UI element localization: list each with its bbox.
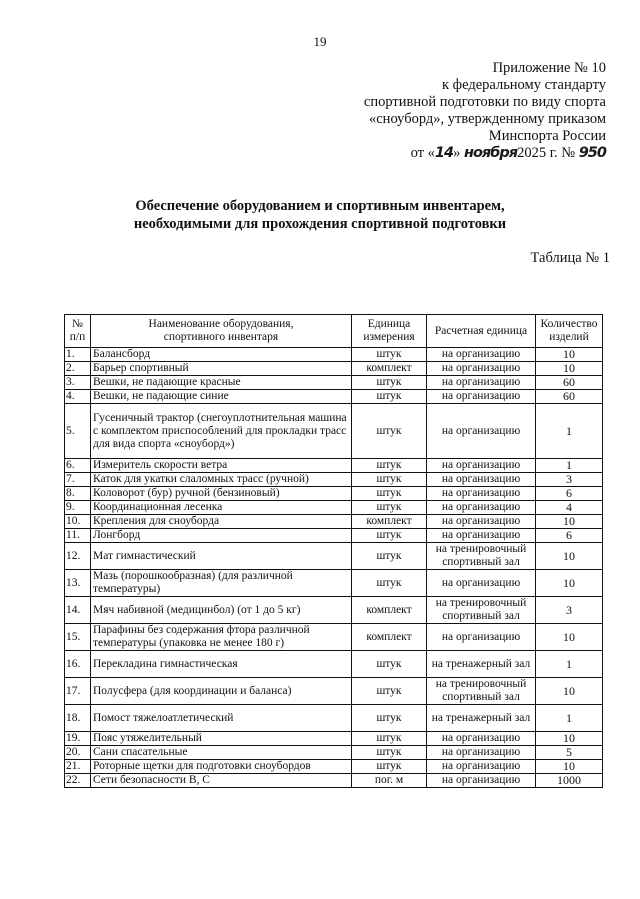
page-number: 19	[313, 34, 327, 49]
header-calc: Расчетная единица	[427, 315, 536, 348]
table-row	[65, 404, 603, 459]
cell-name: Перекладина гимнастическая	[91, 651, 352, 678]
cell-name: Измеритель скорости ветра	[91, 459, 352, 473]
cell-qty: 6	[536, 487, 603, 501]
appendix-line-1: Приложение № 10	[492, 60, 606, 76]
order-date-line	[306, 145, 606, 162]
cell-name: Крепления для сноуборда	[91, 515, 352, 529]
handwritten-day: 14	[434, 145, 454, 161]
cell-num: 11.	[65, 529, 91, 543]
cell-unit: штук	[352, 529, 427, 543]
cell-name: Барьер спортивный	[91, 362, 352, 376]
title-line-2: необходимыми для прохождения спортивной подготовки	[133, 216, 507, 232]
cell-name: Роторные щетки для подготовки сноубордов	[91, 760, 352, 774]
table-row	[65, 746, 603, 760]
cell-calc: на организацию	[427, 624, 536, 651]
cell-calc: на тренировочный спортивный зал	[427, 678, 536, 705]
cell-qty: 3	[536, 597, 603, 624]
table-row	[65, 732, 603, 746]
cell-unit: штук	[352, 459, 427, 473]
table-row	[65, 760, 603, 774]
table-row	[65, 473, 603, 487]
cell-name: Мяч набивной (медицинбол) (от 1 до 5 кг)	[91, 597, 352, 624]
cell-calc: на организацию	[427, 774, 536, 788]
date-prefix: от «	[410, 145, 435, 161]
header-name: Наименование оборудования, спортивного инвентаря	[91, 315, 352, 348]
handwritten-order-number: 950	[578, 145, 606, 161]
cell-num: 12.	[65, 543, 91, 570]
table-row	[65, 348, 603, 362]
cell-qty: 60	[536, 390, 603, 404]
header-unit: Единица измерения	[352, 315, 427, 348]
header-qty: Количество изделий	[536, 315, 603, 348]
date-mid: »	[453, 145, 461, 161]
table-row	[65, 624, 603, 651]
cell-unit: комплект	[352, 515, 427, 529]
cell-calc: на организацию	[427, 746, 536, 760]
table-row	[65, 501, 603, 515]
cell-qty: 10	[536, 348, 603, 362]
document-title	[0, 197, 640, 233]
table-label: Таблица № 1	[530, 250, 610, 266]
cell-qty: 10	[536, 760, 603, 774]
cell-num: 14.	[65, 597, 91, 624]
cell-unit: штук	[352, 570, 427, 597]
cell-calc: на организацию	[427, 473, 536, 487]
cell-num: 17.	[65, 678, 91, 705]
appendix-line-4: «сноуборд», утвержденному приказом	[369, 111, 606, 127]
cell-calc: на организацию	[427, 459, 536, 473]
cell-num: 1.	[65, 348, 91, 362]
cell-num: 5.	[65, 404, 91, 459]
table-row	[65, 376, 603, 390]
appendix-line-2: к федеральному стандарту	[442, 77, 606, 93]
cell-calc: на организацию	[427, 404, 536, 459]
cell-unit: штук	[352, 705, 427, 732]
cell-num: 2.	[65, 362, 91, 376]
cell-unit: штук	[352, 543, 427, 570]
cell-name: Мат гимнастический	[91, 543, 352, 570]
table-row	[65, 515, 603, 529]
cell-qty: 1	[536, 404, 603, 459]
cell-calc: на организацию	[427, 501, 536, 515]
cell-calc: на организацию	[427, 570, 536, 597]
cell-name: Вешки, не падающие синие	[91, 390, 352, 404]
table-row	[65, 705, 603, 732]
cell-qty: 3	[536, 473, 603, 487]
cell-num: 7.	[65, 473, 91, 487]
cell-qty: 10	[536, 362, 603, 376]
cell-calc: на организацию	[427, 487, 536, 501]
cell-unit: штук	[352, 473, 427, 487]
cell-num: 4.	[65, 390, 91, 404]
header-num: № п/п	[65, 315, 91, 348]
cell-qty: 60	[536, 376, 603, 390]
cell-calc: на тренировочный спортивный зал	[427, 597, 536, 624]
cell-unit: штук	[352, 678, 427, 705]
cell-num: 22.	[65, 774, 91, 788]
cell-name: Каток для укатки слаломных трасс (ручной)	[91, 473, 352, 487]
cell-calc: на тренажерный зал	[427, 651, 536, 678]
cell-calc: на тренировочный спортивный зал	[427, 543, 536, 570]
cell-calc: на организацию	[427, 362, 536, 376]
cell-qty: 10	[536, 515, 603, 529]
table-row	[65, 570, 603, 597]
cell-unit: штук	[352, 348, 427, 362]
cell-unit: штук	[352, 501, 427, 515]
cell-name: Сани спасательные	[91, 746, 352, 760]
cell-qty: 4	[536, 501, 603, 515]
cell-calc: на организацию	[427, 529, 536, 543]
cell-qty: 10	[536, 732, 603, 746]
cell-unit: штук	[352, 746, 427, 760]
cell-num: 18.	[65, 705, 91, 732]
cell-qty: 10	[536, 543, 603, 570]
cell-qty: 10	[536, 570, 603, 597]
cell-calc: на тренажерный зал	[427, 705, 536, 732]
cell-name: Балансборд	[91, 348, 352, 362]
table-row	[65, 390, 603, 404]
title-line-1: Обеспечение оборудованием и спортивным инвентарем,	[135, 198, 505, 214]
table-row	[65, 529, 603, 543]
cell-qty: 1000	[536, 774, 603, 788]
cell-num: 9.	[65, 501, 91, 515]
cell-unit: штук	[352, 487, 427, 501]
cell-num: 10.	[65, 515, 91, 529]
cell-calc: на организацию	[427, 376, 536, 390]
cell-name: Сети безопасности В, С	[91, 774, 352, 788]
cell-qty: 1	[536, 651, 603, 678]
cell-qty: 10	[536, 678, 603, 705]
cell-num: 8.	[65, 487, 91, 501]
cell-num: 16.	[65, 651, 91, 678]
cell-calc: на организацию	[427, 390, 536, 404]
table-row	[65, 543, 603, 570]
handwritten-month: ноября	[463, 145, 518, 161]
table-row	[65, 678, 603, 705]
cell-name: Полусфера (для координации и баланса)	[91, 678, 352, 705]
cell-unit: штук	[352, 404, 427, 459]
cell-calc: на организацию	[427, 348, 536, 362]
cell-name: Коловорот (бур) ручной (бензиновый)	[91, 487, 352, 501]
appendix-block	[306, 60, 606, 162]
cell-num: 20.	[65, 746, 91, 760]
cell-name: Пояс утяжелительный	[91, 732, 352, 746]
cell-calc: на организацию	[427, 732, 536, 746]
cell-unit: комплект	[352, 362, 427, 376]
table-row	[65, 459, 603, 473]
cell-num: 3.	[65, 376, 91, 390]
cell-unit: штук	[352, 376, 427, 390]
cell-calc: на организацию	[427, 515, 536, 529]
cell-name: Координационная лесенка	[91, 501, 352, 515]
table-header-row	[65, 315, 603, 348]
cell-num: 15.	[65, 624, 91, 651]
table-row	[65, 597, 603, 624]
cell-unit: штук	[352, 760, 427, 774]
table-row	[65, 362, 603, 376]
cell-unit: штук	[352, 732, 427, 746]
cell-qty: 6	[536, 529, 603, 543]
equipment-table	[64, 314, 603, 788]
appendix-line-3: спортивной подготовки по виду спорта	[363, 94, 606, 110]
cell-name: Лонгборд	[91, 529, 352, 543]
table-row	[65, 774, 603, 788]
cell-num: 6.	[65, 459, 91, 473]
cell-name: Парафины без содержания фтора различной температуры (упаковка не менее 180 г)	[91, 624, 352, 651]
cell-qty: 10	[536, 624, 603, 651]
cell-num: 13.	[65, 570, 91, 597]
cell-num: 19.	[65, 732, 91, 746]
cell-name: Мазь (порошкообразная) (для различной температуры)	[91, 570, 352, 597]
cell-unit: комплект	[352, 624, 427, 651]
cell-unit: пог. м	[352, 774, 427, 788]
year-suffix: 2025 г. №	[517, 145, 576, 161]
cell-qty: 1	[536, 705, 603, 732]
cell-unit: комплект	[352, 597, 427, 624]
cell-name: Помост тяжелоатлетический	[91, 705, 352, 732]
cell-qty: 1	[536, 459, 603, 473]
cell-name: Гусеничный трактор (снегоуплотнительная машина с комплектом приспособлений для прокладки трасс для вида спорта «сноуборд»)	[91, 404, 352, 459]
cell-qty: 5	[536, 746, 603, 760]
cell-name: Вешки, не падающие красные	[91, 376, 352, 390]
table-row	[65, 487, 603, 501]
cell-unit: штук	[352, 390, 427, 404]
appendix-line-5: Минспорта России	[488, 128, 606, 144]
cell-unit: штук	[352, 651, 427, 678]
table-row	[65, 651, 603, 678]
cell-calc: на организацию	[427, 760, 536, 774]
cell-num: 21.	[65, 760, 91, 774]
